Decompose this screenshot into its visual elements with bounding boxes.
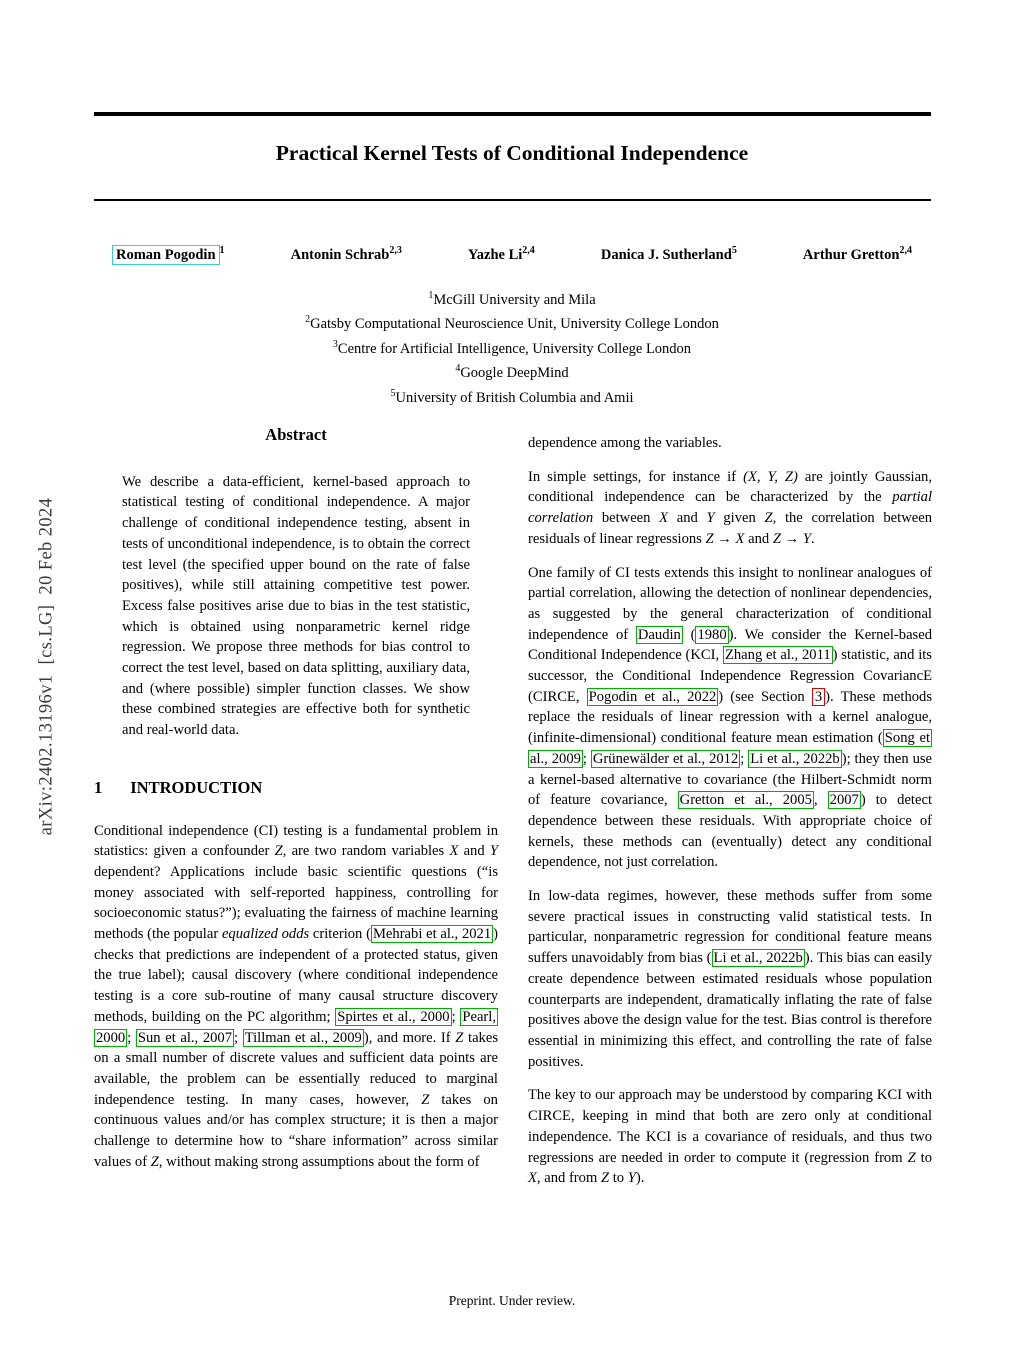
math-var: Z xyxy=(764,510,773,527)
text-run: are jointly Gaussian, conditional independence can be characterized by the xyxy=(528,468,932,506)
math-var: X xyxy=(659,510,669,527)
section-1-heading xyxy=(94,778,498,799)
text-run: , are two random variables xyxy=(282,843,450,860)
text-run: ( xyxy=(682,626,696,643)
citation-link[interactable]: 2007 xyxy=(829,792,859,809)
math-var: (X, Y, Z) xyxy=(743,468,798,485)
text-run: dependence among the variables. xyxy=(528,435,722,451)
math-var: Z xyxy=(600,1170,610,1187)
text-run: In low-data regimes, however, these methods suffer from some severe practical issues in constructing valid statistical tests. In particular, nonparametric regression for conditional feature means suffers unavoidably from bias ( xyxy=(528,888,932,967)
affiliation-4-text: Google DeepMind xyxy=(460,365,569,382)
emphasis-text: equalized odds xyxy=(221,926,310,943)
affiliation-5 xyxy=(0,384,1024,408)
affiliation-3-text: Centre for Artificial Intelligence, University College London xyxy=(337,340,692,357)
left-column xyxy=(94,425,498,1173)
right-paragraph-4 xyxy=(528,1085,932,1189)
text-run: In simple settings, for instance if xyxy=(528,468,744,485)
affiliation-3 xyxy=(0,335,1024,359)
math-var: Y xyxy=(489,843,499,860)
text-run: ; xyxy=(234,1029,243,1046)
affiliation-list xyxy=(0,286,1024,408)
math-var: Z xyxy=(421,1091,430,1108)
text-run: Conditional independence (CI) testing is a fundamental problem in statistics: given a confounder xyxy=(94,822,498,860)
text-run: between xyxy=(593,510,660,527)
citation-link[interactable]: Tillman et al., 2009 xyxy=(244,1029,362,1046)
top-rule xyxy=(94,112,931,116)
text-run: ) (see Section xyxy=(718,688,812,705)
citation-link[interactable]: Grünewälder et al., 2012 xyxy=(592,750,739,767)
author-row xyxy=(112,245,912,264)
text-run: and xyxy=(668,510,707,527)
citation-link[interactable]: Pearl, 2000 xyxy=(96,1008,496,1046)
text-run: , and from xyxy=(536,1170,601,1187)
abstract-block xyxy=(94,425,498,741)
math-var: Z → X xyxy=(705,530,745,547)
author-4 xyxy=(601,245,737,264)
author-3 xyxy=(468,245,535,264)
arxiv-stamp: arXiv:2402.13196v1 [cs.LG] 20 Feb 2024 xyxy=(36,497,57,836)
text-run: takes on a small number of discrete values and sufficient data points are available, the problem can be essentially reduced to marginal independence testing. In many cases, however, xyxy=(94,1029,499,1108)
paper-title: Practical Kernel Tests of Conditional Independence xyxy=(275,141,749,165)
text-run: . xyxy=(810,530,815,547)
text-run: ), and more. If xyxy=(363,1029,456,1046)
citation-link[interactable]: Spirtes et al., 2000 xyxy=(337,1008,450,1025)
affiliation-3-sup: 3 xyxy=(332,338,338,350)
author-3-name: Yazhe Li xyxy=(467,246,523,263)
citation-link[interactable]: Mehrabi et al., 2021 xyxy=(372,926,492,943)
author-2-name: Antonin Schrab xyxy=(290,246,390,263)
text-run: ; xyxy=(451,1008,461,1025)
abstract-heading: Abstract xyxy=(265,425,327,444)
text-run: and xyxy=(744,530,773,547)
author-1-affil-sup: 1 xyxy=(219,245,225,256)
text-run: given xyxy=(714,510,765,527)
affiliation-2-sup: 2 xyxy=(305,314,311,326)
math-var: Z xyxy=(455,1029,464,1046)
author-4-affil-sup: 5 xyxy=(731,245,737,256)
text-run: ). We consider the Kernel-based Conditional Independence (KCI, xyxy=(528,626,932,664)
text-run: The key to our approach may be understood by comparing KCI with CIRCE, keeping in mind that both are zero only at conditional independence. The KCI is a covariance of residuals, and thus two regressions are needed in order to compute it (regression from xyxy=(528,1087,932,1166)
author-5-name: Arthur Gretton xyxy=(802,246,900,263)
text-run: ) statistic, and its successor, the Conditional Independence Regression CovariancE (CIRCE, xyxy=(528,647,932,705)
author-5 xyxy=(803,245,912,264)
text-run: takes on continuous values and/or has complex structure; it is then a major challenge to determine how to “share information” across similar values of xyxy=(94,1091,498,1170)
text-run: and xyxy=(458,843,490,860)
text-run: ). xyxy=(635,1170,645,1187)
section-1-number: 1 xyxy=(94,777,103,797)
text-run: ; xyxy=(127,1029,136,1046)
text-run: , xyxy=(813,792,828,809)
math-var: Y xyxy=(627,1170,636,1187)
math-var: Z → Y xyxy=(772,530,811,547)
right-paragraph-2 xyxy=(528,563,932,874)
citation-link[interactable]: Li et al., 2022b xyxy=(713,950,803,967)
math-var: Z xyxy=(907,1149,916,1166)
text-run: , without making strong assumptions about the form of xyxy=(158,1153,480,1170)
citation-link[interactable]: Li et al., 2022b xyxy=(750,750,840,767)
abstract-text: We describe a data-efficient, kernel-based approach to statistical testing of conditional independence. A major challenge of conditional independence testing, absent in tests of unconditional independence, is to obtain the correct test level (the specified upper bound on the rate of false positives), while still attaining competitive test power. Excess false positives arise due to bias in the test statistic, which is obtained using nonparametric kernel ridge regression. We propose three methods for bias control to correct the test level, based on data splitting, auxiliary data, and (where possible) simpler function classes. We show these combined strategies are effective both for synthetic and real-world data. xyxy=(122,473,470,739)
math-var: X xyxy=(449,843,459,860)
text-run: , the correlation between residuals of linear regressions xyxy=(528,510,932,547)
math-var: Z xyxy=(274,843,283,860)
text-run: criterion ( xyxy=(309,926,371,943)
text-run: dependent? Applications include basic scientific questions (“is money associated with self-reported happiness, controlling for socioeconomic status?”); evaluating the fairness of machine learning methods (the popular xyxy=(94,863,498,943)
citation-link[interactable]: Zhang et al., 2011 xyxy=(724,647,831,664)
affiliation-2 xyxy=(0,310,1024,334)
intro-paragraph-1 xyxy=(94,821,498,1173)
citation-link[interactable]: Gretton et al., 2005 xyxy=(679,792,812,809)
citation-link[interactable]: 1980 xyxy=(697,626,727,643)
right-paragraph-3 xyxy=(528,886,932,1072)
citation-link[interactable]: Song et al., 2009 xyxy=(530,730,930,767)
text-run: ). This bias can easily create dependence between estimated residuals whose population counterparts are independent, dramatically inflating the rate of false positives above the design value for the test. Bias control is therefore essential in minimizing this effect, and controlling the rate of false positives. xyxy=(528,950,932,1070)
affiliation-1 xyxy=(0,286,1024,310)
author-2 xyxy=(291,245,402,264)
affiliation-1-sup: 1 xyxy=(428,290,434,301)
citation-link[interactable]: Sun et al., 2007 xyxy=(137,1029,233,1046)
author-4-name: Danica J. Sutherland xyxy=(600,246,732,263)
right-paragraph-1 xyxy=(528,467,932,550)
text-run: to xyxy=(609,1170,628,1187)
citation-link[interactable]: Daudin xyxy=(637,626,681,643)
text-run: One family of CI tests extends this insight to nonlinear analogues of partial correlation, allowing the detection of nonlinear dependencies, as suggested by the general characterization of conditional independence of xyxy=(528,564,932,643)
text-run: ) checks that predictions are independent of a protected status, given the true label); causal discovery (where conditional independence testing is a core sub-routine of many causal structure discovery methods, building on the PC algorithm; xyxy=(94,926,499,1025)
affiliation-2-text: Gatsby Computational Neuroscience Unit, University College London xyxy=(310,316,719,333)
author-5-affil-sup: 2,4 xyxy=(899,245,912,256)
emphasis-text: partial correlation xyxy=(528,489,932,527)
affiliation-4 xyxy=(0,359,1024,383)
section-ref-link[interactable]: 3 xyxy=(812,688,825,706)
math-var: X xyxy=(528,1170,537,1187)
text-run: to xyxy=(915,1149,933,1166)
author-1-link[interactable]: Roman Pogodin xyxy=(112,245,220,265)
title-rule xyxy=(94,199,931,201)
text-run: ; xyxy=(740,750,749,767)
citation-link[interactable]: Pogodin et al., 2022 xyxy=(588,688,717,705)
text-run: ) to detect dependence between these residuals. With appropriate choice of kernels, these methods can (eventually) detect any conditional dependence, not just correlation. xyxy=(528,792,932,871)
affiliation-5-sup: 5 xyxy=(390,387,396,399)
right-paragraph-0 xyxy=(528,433,932,454)
affiliation-1-text: McGill University and Mila xyxy=(433,291,596,308)
math-var: Z xyxy=(150,1153,159,1170)
math-var: Y xyxy=(706,510,715,527)
author-3-affil-sup: 2,4 xyxy=(522,245,535,256)
text-run: ). These methods replace the residuals of linear regression with a kernel analogue, (infinite-dimensional) conditional feature mean estimation ( xyxy=(528,688,933,747)
section-1-title: INTRODUCTION xyxy=(130,777,263,797)
right-column xyxy=(528,433,932,1189)
text-run: ); they then use a kernel-based alternative to covariance (the Hilbert-Schmidt norm of feature covariance, xyxy=(528,750,933,809)
text-run: ; xyxy=(582,750,591,767)
affiliation-5-text: University of British Columbia and Amii xyxy=(395,389,634,406)
author-1 xyxy=(112,245,225,264)
footer-note: Preprint. Under review. xyxy=(448,1293,576,1308)
author-2-affil-sup: 2,3 xyxy=(389,245,402,256)
affiliation-4-sup: 4 xyxy=(455,363,461,375)
